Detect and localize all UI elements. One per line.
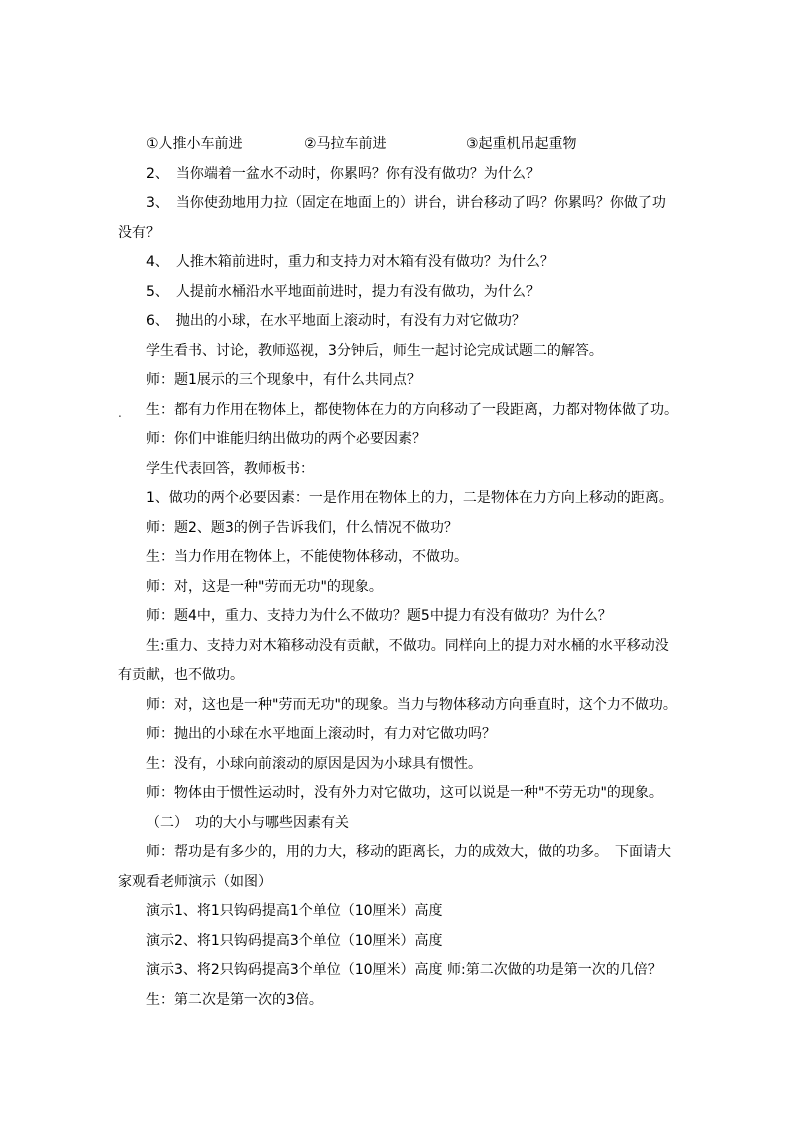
paragraph: 学生代表回答，教师板书：: [146, 460, 314, 477]
paragraph: 师：抛出的小球在水平地面上滚动时，有力对它做功吗？: [146, 726, 496, 742]
example-item-3: ③起重机吊起重物: [466, 136, 577, 152]
demo-1: 演示1、将1只钩码提高1个单位（10厘米）高度: [146, 903, 443, 919]
paragraph: 师：题1展示的三个现象中，有什么共同点？: [146, 372, 421, 388]
paragraph: 生：都有力作用在物体上，都使物体在力的方向移动了一段距离，力都对物体做了功。: [146, 401, 678, 418]
example-item-1: ①人推小车前进: [146, 136, 243, 152]
paragraph: 师：帮功是有多少的，用的力大，移动的距离长，力的成效大，做的功多。 下面请大家观看老师演示（如图）: [118, 844, 671, 890]
example-items: [118, 130, 678, 160]
paragraph: 生：第二次是第一次的3倍。: [146, 991, 323, 1008]
paragraph: 师：题2、题3的例子告诉我们，什么情况不做功？: [146, 519, 458, 536]
question-2: 2、 当你端着一盆水不动时，你累吗？你有没有做功？为什么？: [146, 165, 540, 182]
paragraph: 生:重力、支持力对木箱移动没有贡献，不做功。同样向上的提力对水桶的水平移动没有贡献，也不做功。: [118, 637, 669, 683]
document-body: [118, 130, 678, 1015]
paragraph: 师：你们中谁能归纳出做功的两个必要因素？: [146, 431, 426, 447]
question-4: 4、 人推木箱前进时，重力和支持力对木箱有没有做功？为什么？: [146, 254, 554, 270]
bullet-dot: .: [118, 406, 122, 420]
paragraph: 1、做功的两个必要因素：一是作用在物体上的力，二是物体在力方向上移动的距离。: [146, 490, 673, 506]
paragraph: 生：没有，小球向前滚动的原因是因为小球具有惯性。: [146, 755, 482, 772]
question-6: 6、 抛出的小球，在水平地面上滚动时，有没有力对它做功？: [146, 313, 526, 329]
paragraph: 学生看书、讨论，教师巡视，3分钟后，师生一起讨论完成试题二的解答。: [146, 342, 603, 359]
paragraph: 生：当力作用在物体上，不能使物体移动，不做功。: [146, 549, 468, 565]
question-5: 5、 人提前水桶沿水平地面前进时，提力有没有做功，为什么？: [146, 283, 540, 300]
section-heading: （二） 功的大小与哪些因素有关: [146, 814, 349, 831]
example-item-2: ②马拉车前进: [304, 136, 387, 152]
demo-3: 演示3、将2只钩码提高3个单位（10厘米）高度 师:第二次做的功是第一次的几倍？: [146, 962, 662, 978]
demo-2: 演示2、将1只钩码提高3个单位（10厘米）高度: [146, 932, 443, 949]
paragraph: 师：物体由于惯性运动时，没有外力对它做功，这可以说是一种"不劳无功"的现象。: [146, 785, 663, 801]
question-3: 3、 当你使劲地用力拉（固定在地面上的）讲台，讲台移动了吗？你累吗？你做了功没有？: [118, 195, 666, 241]
paragraph: 师：题4中，重力、支持力为什么不做功？题5中提力有没有做功？为什么？: [146, 608, 612, 624]
paragraph: 师：对，这是一种"劳而无功"的现象。: [146, 578, 383, 595]
paragraph: 师：对，这也是一种"劳而无功"的现象。当力与物体移动方向垂直时，这个力不做功。: [146, 696, 677, 713]
